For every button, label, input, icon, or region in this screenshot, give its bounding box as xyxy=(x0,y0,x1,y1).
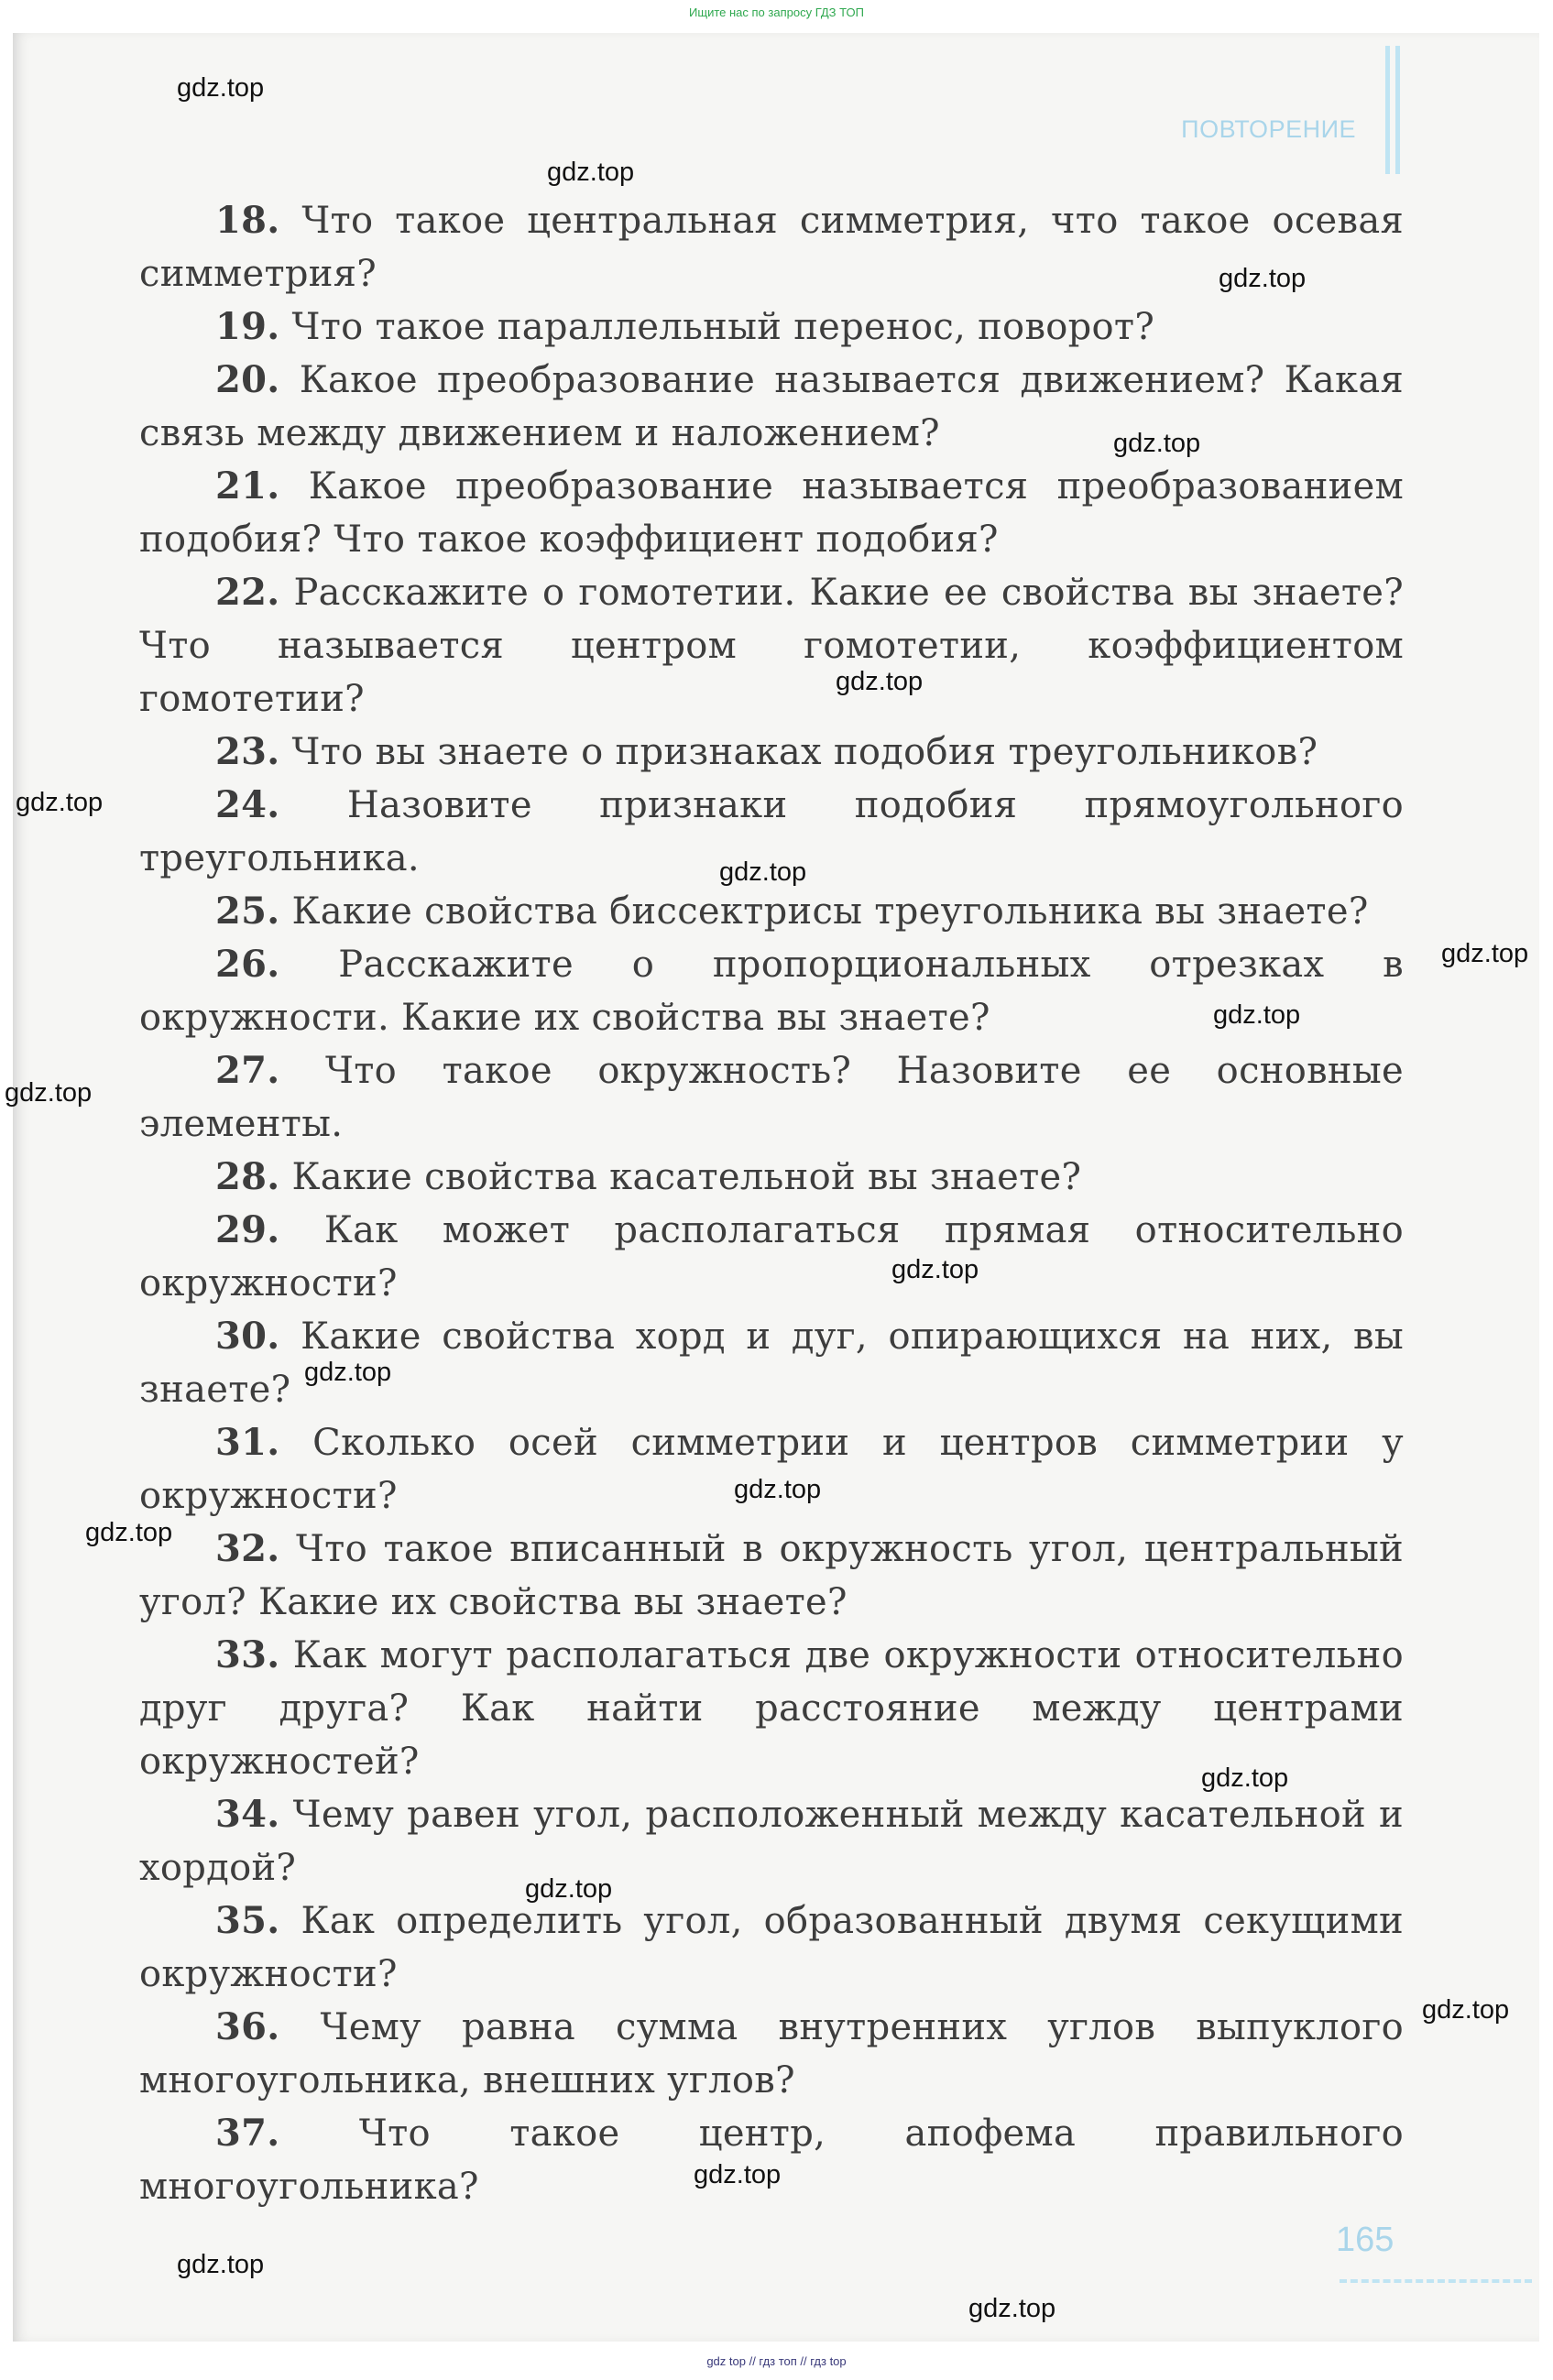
question-text: Чему равна сумма внутренних углов выпуклого многоугольника, внешних углов? xyxy=(139,2006,1405,2102)
watermark: gdz.top xyxy=(1213,1000,1301,1030)
question-number: 35. xyxy=(215,1899,280,1942)
question-text: Какие свойства касательной вы знаете? xyxy=(291,1156,1082,1198)
watermark: gdz.top xyxy=(16,788,104,817)
question-item xyxy=(139,1523,1404,1629)
question-text: Сколько осей симметрии и центров симметрии у окружности? xyxy=(139,1422,1404,1517)
question-number: 26. xyxy=(215,943,280,986)
question-number: 19. xyxy=(215,305,280,348)
question-number: 34. xyxy=(215,1793,280,1836)
question-item xyxy=(139,1416,1404,1523)
watermark: gdz.top xyxy=(1441,939,1529,968)
question-item xyxy=(139,1151,1404,1204)
question-number: 28. xyxy=(215,1155,280,1198)
question-number: 31. xyxy=(215,1421,280,1464)
watermark: gdz.top xyxy=(1113,429,1201,458)
question-number: 23. xyxy=(215,730,280,773)
question-item xyxy=(139,726,1404,779)
question-text: Что вы знаете о признаках подобия треугольников? xyxy=(291,731,1318,773)
watermark: gdz.top xyxy=(891,1255,979,1284)
questions-list xyxy=(139,194,1404,2213)
watermark: gdz.top xyxy=(547,158,635,187)
question-item xyxy=(139,194,1404,300)
question-number: 29. xyxy=(215,1208,280,1251)
question-text: Какие свойства хорд и дуг, опирающихся на них, вы знаете? xyxy=(139,1316,1405,1411)
watermark: gdz.top xyxy=(304,1358,392,1387)
page-number: 165 xyxy=(1336,2221,1394,2259)
watermark: gdz.top xyxy=(836,667,924,696)
question-text: Что такое центральная симметрия, что такое осевая симметрия? xyxy=(139,200,1404,295)
question-number: 30. xyxy=(215,1315,280,1358)
question-text: Как может располагаться прямая относительно окружности? xyxy=(139,1209,1404,1305)
question-text: Что такое параллельный перенос, поворот? xyxy=(291,306,1155,348)
question-number: 18. xyxy=(215,199,280,242)
question-item xyxy=(139,460,1404,566)
footer-links[interactable]: gdz top // гдз топ // гдз top xyxy=(706,2354,847,2368)
question-item xyxy=(139,1788,1404,1894)
question-text: Расскажите о пропорциональных отрезках в окружности. Какие их свойства вы знаете? xyxy=(139,944,1404,1039)
question-text: Как могут располагаться две окружности относительно друг друга? Как найти расстояние между центрами окружностей? xyxy=(139,1634,1405,1783)
question-item xyxy=(139,885,1404,938)
watermark: gdz.top xyxy=(1219,264,1307,293)
question-item xyxy=(139,1894,1404,2001)
question-number: 37. xyxy=(215,2112,280,2155)
question-item xyxy=(139,1204,1404,1310)
question-text: Что такое окружность? Назовите ее основные элементы. xyxy=(139,1050,1404,1145)
top-banner-link[interactable]: Ищите нас по запросу ГДЗ ТОП xyxy=(689,5,864,19)
question-number: 32. xyxy=(215,1527,280,1570)
question-item xyxy=(139,566,1404,726)
watermark: gdz.top xyxy=(719,857,807,887)
question-item xyxy=(139,2001,1404,2107)
page-number-dashes xyxy=(1340,2279,1532,2283)
question-text: Какие свойства биссектрисы треугольника вы знаете? xyxy=(291,890,1369,933)
question-number: 24. xyxy=(215,783,280,826)
question-number: 21. xyxy=(215,464,280,508)
question-number: 22. xyxy=(215,571,280,614)
watermark: gdz.top xyxy=(177,2250,265,2279)
question-text: Какое преобразование называется преобразованием подобия? Что такое коэффициент подобия? xyxy=(139,465,1404,561)
watermark: gdz.top xyxy=(1201,1763,1289,1793)
question-text: Как определить угол, образованный двумя секущими окружности? xyxy=(139,1900,1404,1995)
watermark: gdz.top xyxy=(968,2294,1056,2323)
watermark: gdz.top xyxy=(1422,1995,1510,2025)
question-number: 20. xyxy=(215,358,280,401)
question-item xyxy=(139,1044,1404,1151)
watermark: gdz.top xyxy=(734,1475,822,1504)
question-text: Чему равен угол, расположенный между касательной и хордой? xyxy=(139,1794,1405,1889)
question-number: 25. xyxy=(215,890,280,933)
question-text: Расскажите о гомотетии. Какие ее свойства вы знаете? Что называется центром гомотетии, коэффициентом гомотетии? xyxy=(139,572,1405,720)
watermark: gdz.top xyxy=(85,1518,173,1547)
question-text: Что такое вписанный в окружность угол, центральный угол? Какие их свойства вы знаете? xyxy=(139,1528,1404,1623)
watermark: gdz.top xyxy=(694,2160,782,2189)
section-title: ПОВТОРЕНИЕ xyxy=(1181,115,1356,143)
question-item xyxy=(139,354,1404,460)
question-text: Какое преобразование называется движением? Какая связь между движением и наложением? xyxy=(139,359,1404,454)
question-number: 36. xyxy=(215,2005,280,2048)
question-text: Назовите признаки подобия прямоугольного треугольника. xyxy=(139,784,1404,879)
question-item xyxy=(139,300,1404,354)
watermark: gdz.top xyxy=(177,73,265,103)
question-number: 33. xyxy=(215,1633,280,1676)
watermark: gdz.top xyxy=(5,1078,93,1108)
watermark: gdz.top xyxy=(525,1874,613,1904)
question-number: 27. xyxy=(215,1049,280,1092)
question-text: Что такое центр, апофема правильного многоугольника? xyxy=(139,2113,1404,2208)
